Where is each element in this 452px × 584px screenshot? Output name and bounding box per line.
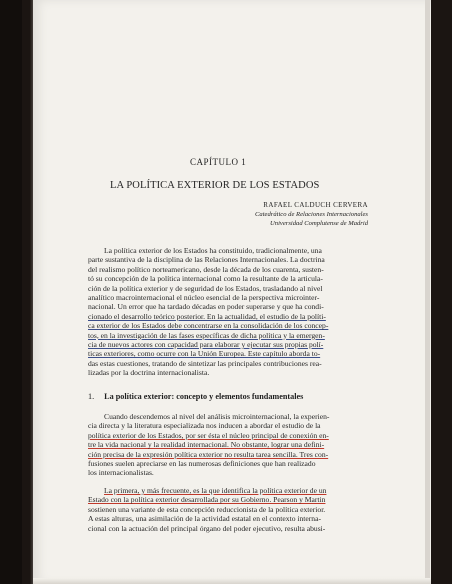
paragraph-2 (88, 412, 356, 478)
author-affiliation-title: Catedrático de Relaciones Internacionales (255, 211, 368, 218)
text-line-underlined: tos, en la investigación de las fases específicas de dicha política y la emergen- (88, 330, 325, 340)
text-line: cional con la actuación del principal órgano del poder ejecutivo, resulta abusi- (88, 523, 326, 533)
text-line: los internacionalistas. (88, 468, 154, 478)
text-line: tó su concepción de la política internacional como la resultante de la articula- (88, 274, 323, 284)
text-line: cia directa y la literatura especializada nos inducen a abordar el estudio de la (88, 421, 321, 431)
author-name: RAFAEL CALDUCH CERVERA (263, 201, 368, 209)
text-line-underlined: política exterior de los Estados, por ser ésta el núcleo principal de conexión en- (88, 430, 329, 440)
text-line: das estas cuestiones, tratando de sintetizar las principales contribuciones rea- (88, 358, 322, 368)
text-line: del realismo político norteamericano, desde la década de los cuarenta, susten- (88, 264, 324, 274)
text-line: fusiones suelen apreciarse en las numerosas definiciones que han realizado (88, 459, 316, 469)
text-line-underlined: Estado con la política exterior desarrollada por su Gobierno. Pearson y Martin (88, 495, 326, 505)
intro-paragraph (88, 246, 356, 378)
page-edge (425, 0, 430, 584)
author-affiliation-university: Universidad Complutense de Madrid (270, 220, 368, 227)
text-line-underlined: La primera, y más frecuente, es la que identifica la política exterior de un (104, 486, 327, 495)
text-line: Cuando descendemos al nivel del análisis microinternacional, la experien- (104, 412, 330, 421)
text-line: lizadas por la doctrina internacionalista. (88, 368, 210, 378)
text-line-underlined: ticas exteriores, como ocurre con la Unión Europea. Este capítulo aborda to- (88, 349, 321, 359)
chapter-label: CAPÍTULO 1 (190, 157, 247, 167)
text-line-underlined: cionado el desarrollo teórico posterior. En la actualidad, el estudio de la políti- (88, 311, 326, 321)
text-line: La política exterior de los Estados ha constituido, tradicionalmente, una (104, 246, 322, 255)
text-line-underlined: ción precisa de la expresión política exterior no resulta tarea sencilla. Tres con- (88, 449, 329, 459)
page-bottom-edge (33, 578, 431, 584)
text-line: analítico macrointernacional el núcleo esencial de la perspectiva microinter- (88, 293, 320, 303)
text-line-underlined: tre la vida nacional y la realidad internacional. No obstante, lograr una defini- (88, 440, 325, 450)
text-line: A estas alturas, una asimilación de la actividad estatal en el contexto interna- (88, 514, 321, 524)
text-line-underlined: cia de nuevos actores con capacidad para elaborar y ejecutar sus propias polí- (88, 340, 324, 350)
text-line: nacional. Un error que ha tardado décadas en poder superarse y que ha condi- (88, 302, 324, 312)
text-line-underlined: ca exterior de los Estados debe concentrarse en la consolidación de los concep- (88, 321, 329, 331)
chapter-title: LA POLÍTICA EXTERIOR DE LOS ESTADOS (110, 180, 320, 191)
background-left (0, 0, 22, 584)
text-line: parte sustantiva de la disciplina de las Relaciones Internacionales. La doctrina (88, 255, 325, 265)
text-line: ción de la política exterior y de seguridad de los Estados, trasladando al nivel (88, 283, 323, 293)
section-number: 1. (88, 392, 95, 401)
section-heading (88, 392, 303, 401)
section-title: La política exterior: concepto y elementos fundamentales (104, 392, 304, 401)
paragraph-3 (88, 486, 356, 533)
text-line: sostienen una variante de esta concepción reduccionista de la política exterior. (88, 504, 326, 514)
